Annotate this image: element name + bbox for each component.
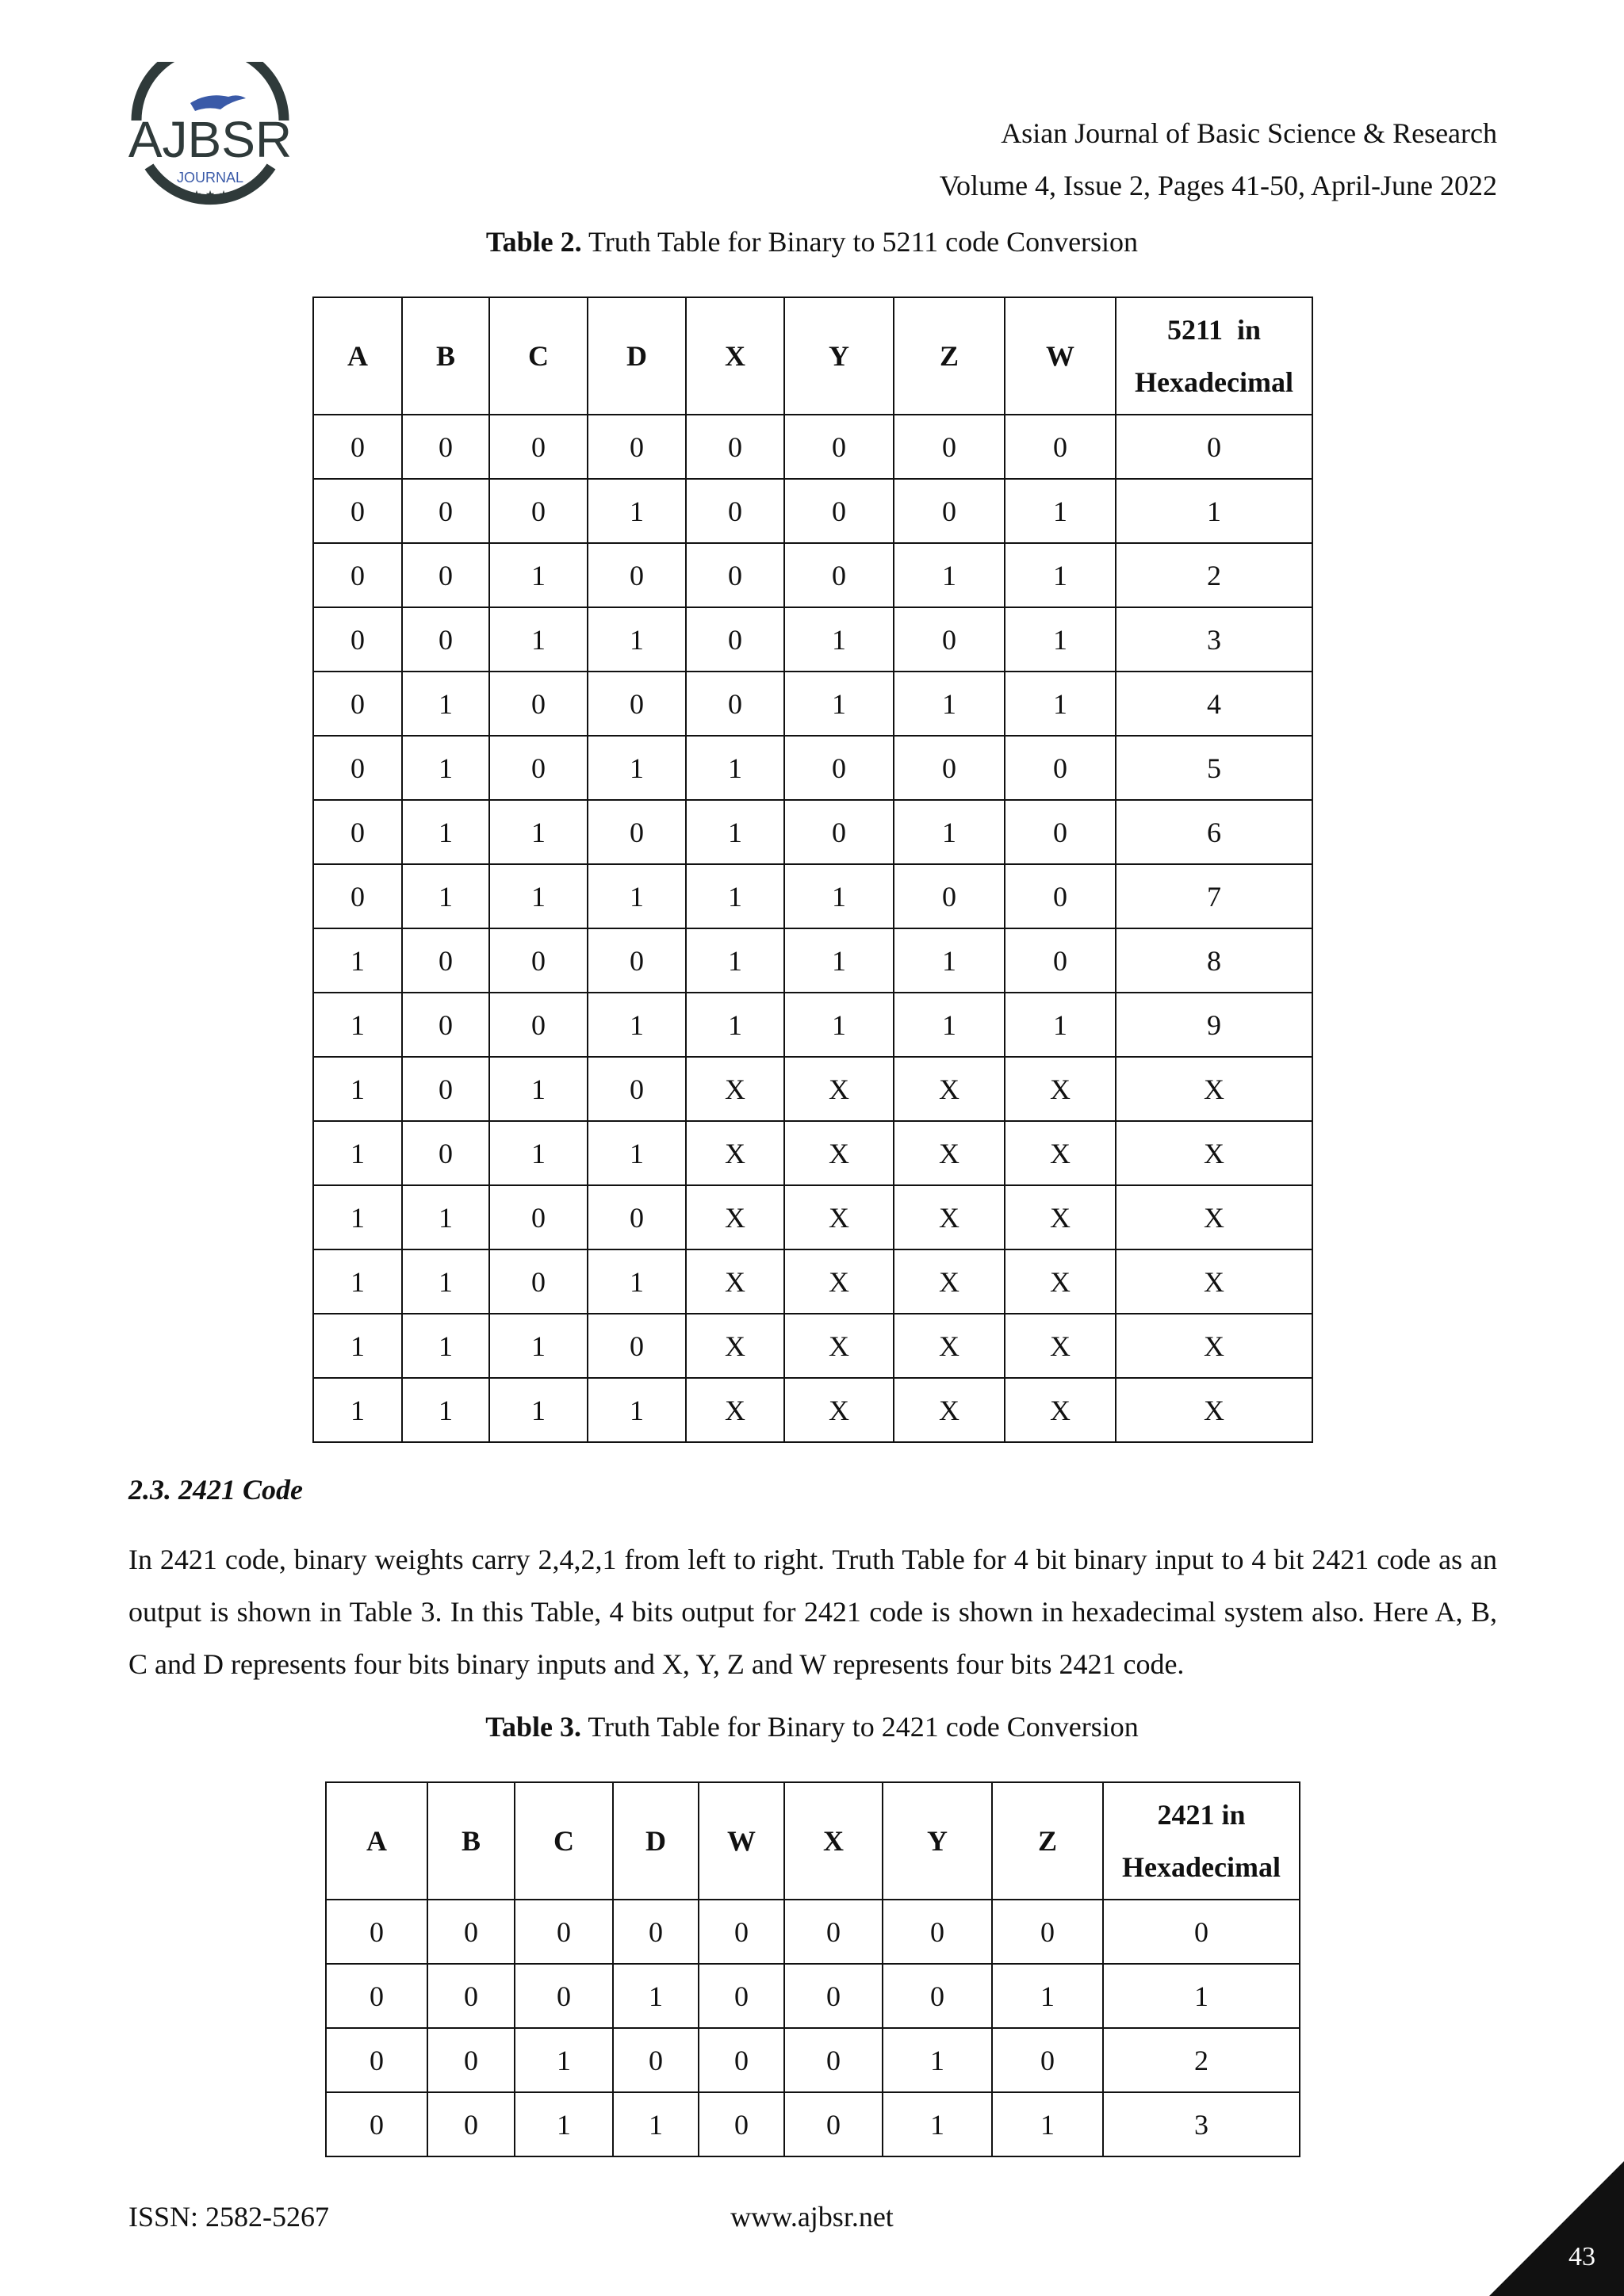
table2-header-hexadecimal bbox=[1116, 297, 1312, 415]
journal-logo bbox=[119, 62, 301, 220]
table-cell: 0 bbox=[699, 1900, 784, 1964]
table-cell: 1 bbox=[489, 1314, 588, 1378]
table-cell: 1 bbox=[402, 736, 489, 800]
table-cell: 0 bbox=[699, 1964, 784, 2028]
table-cell: 0 bbox=[588, 928, 686, 993]
table-cell: 0 bbox=[784, 1964, 883, 2028]
table-row bbox=[313, 1057, 1312, 1121]
table-cell: 0 bbox=[784, 479, 894, 543]
table-row bbox=[326, 2092, 1300, 2156]
table-row bbox=[326, 1964, 1300, 2028]
table-cell: 0 bbox=[489, 1185, 588, 1249]
table-cell: 1 bbox=[313, 1121, 402, 1185]
table-cell: 7 bbox=[1116, 864, 1312, 928]
table-cell: 0 bbox=[588, 1057, 686, 1121]
table-cell: 0 bbox=[326, 1964, 427, 2028]
table-cell: 0 bbox=[402, 479, 489, 543]
table2-header-cell: W bbox=[1005, 297, 1116, 415]
table-cell: 0 bbox=[699, 2028, 784, 2092]
table-cell: 1 bbox=[402, 672, 489, 736]
table-cell: 1 bbox=[515, 2028, 613, 2092]
table-cell: 0 bbox=[326, 2028, 427, 2092]
table3-header-line1: 2421 in bbox=[1157, 1799, 1246, 1831]
table-cell: 0 bbox=[588, 1314, 686, 1378]
table-cell: 0 bbox=[1005, 415, 1116, 479]
table-cell: X bbox=[894, 1249, 1005, 1314]
table-cell: 3 bbox=[1116, 607, 1312, 672]
table2-body bbox=[313, 415, 1312, 1442]
table-cell: 1 bbox=[489, 543, 588, 607]
table-cell: 0 bbox=[515, 1964, 613, 2028]
table-cell: X bbox=[784, 1314, 894, 1378]
table-cell: X bbox=[1005, 1057, 1116, 1121]
table3-header-cell: Z bbox=[992, 1782, 1103, 1900]
table-cell: 1 bbox=[588, 736, 686, 800]
table-cell: 0 bbox=[686, 607, 784, 672]
table-cell: 0 bbox=[686, 543, 784, 607]
table-cell: 1 bbox=[489, 1057, 588, 1121]
table-row bbox=[326, 2028, 1300, 2092]
table-cell: 1 bbox=[489, 1121, 588, 1185]
table-cell: 1 bbox=[1103, 1964, 1300, 2028]
table-cell: 0 bbox=[402, 543, 489, 607]
table-row bbox=[313, 479, 1312, 543]
table-cell: 1 bbox=[784, 864, 894, 928]
table-cell: 0 bbox=[313, 800, 402, 864]
table2-header-line2: Hexadecimal bbox=[1135, 366, 1293, 398]
table-cell: X bbox=[784, 1378, 894, 1442]
table-cell: 0 bbox=[489, 672, 588, 736]
table-cell: 0 bbox=[489, 993, 588, 1057]
table-cell: 0 bbox=[402, 1121, 489, 1185]
table-row bbox=[313, 1185, 1312, 1249]
table-cell: X bbox=[1116, 1249, 1312, 1314]
table-cell: 0 bbox=[313, 479, 402, 543]
table-row bbox=[313, 1314, 1312, 1378]
table-cell: X bbox=[686, 1249, 784, 1314]
table-row bbox=[313, 993, 1312, 1057]
table3-header-cell: B bbox=[427, 1782, 515, 1900]
table-cell: 1 bbox=[588, 607, 686, 672]
table-cell: 1 bbox=[402, 1249, 489, 1314]
table-cell: X bbox=[1005, 1249, 1116, 1314]
table-cell: 1 bbox=[1005, 479, 1116, 543]
table-cell: 0 bbox=[784, 2028, 883, 2092]
table-cell: X bbox=[1116, 1378, 1312, 1442]
table-cell: 0 bbox=[313, 672, 402, 736]
table-cell: 0 bbox=[992, 2028, 1103, 2092]
table-cell: 1 bbox=[402, 864, 489, 928]
table-cell: 0 bbox=[613, 2028, 699, 2092]
table-cell: 4 bbox=[1116, 672, 1312, 736]
table-cell: 1 bbox=[784, 928, 894, 993]
table-cell: X bbox=[894, 1185, 1005, 1249]
table-cell: 1 bbox=[992, 1964, 1103, 2028]
table-cell: 0 bbox=[427, 2028, 515, 2092]
table-cell: 1 bbox=[883, 2092, 992, 2156]
table-cell: X bbox=[894, 1314, 1005, 1378]
table-cell: 1 bbox=[1116, 479, 1312, 543]
table-cell: 6 bbox=[1116, 800, 1312, 864]
table-cell: 1 bbox=[686, 736, 784, 800]
table-cell: 1 bbox=[489, 1378, 588, 1442]
table3-header-hexadecimal bbox=[1103, 1782, 1300, 1900]
table-cell: X bbox=[784, 1121, 894, 1185]
table-cell: 0 bbox=[894, 415, 1005, 479]
table3-caption bbox=[0, 1710, 1624, 1743]
table-cell: 0 bbox=[784, 543, 894, 607]
table-cell: 1 bbox=[1005, 993, 1116, 1057]
table-cell: 0 bbox=[894, 607, 1005, 672]
section-paragraph: In 2421 code, binary weights carry 2,4,2,1 from left to right. Truth Table for 4 bit binary input to 4 bit 2421 code as an output is shown in Table 3. In this Table, 4 bits output for 2421 code is shown in hexadecimal system also. Here A, B, C and D represents four bits binary inputs and X, Y, Z and W represents four bits 2421 code. bbox=[128, 1544, 1497, 1680]
table-cell: 0 bbox=[894, 736, 1005, 800]
table-cell: 2 bbox=[1116, 543, 1312, 607]
table-cell: X bbox=[686, 1185, 784, 1249]
table-row bbox=[313, 736, 1312, 800]
table-cell: 0 bbox=[1005, 928, 1116, 993]
table2-header-line1: 5211 in bbox=[1166, 314, 1262, 346]
table-cell: 1 bbox=[894, 928, 1005, 993]
table-cell: X bbox=[1116, 1314, 1312, 1378]
table3-header-cell: X bbox=[784, 1782, 883, 1900]
table-row bbox=[313, 1249, 1312, 1314]
table-cell: 1 bbox=[313, 1185, 402, 1249]
table-cell: 1 bbox=[588, 1378, 686, 1442]
table-cell: 1 bbox=[402, 800, 489, 864]
table-cell: 1 bbox=[1005, 607, 1116, 672]
table-cell: 1 bbox=[686, 928, 784, 993]
table-cell: X bbox=[686, 1314, 784, 1378]
table-cell: X bbox=[1116, 1121, 1312, 1185]
table-cell: 0 bbox=[686, 415, 784, 479]
table3-header-cell: C bbox=[515, 1782, 613, 1900]
page-corner-triangle bbox=[1489, 2161, 1624, 2296]
journal-header bbox=[940, 107, 1497, 212]
table-cell: 0 bbox=[489, 736, 588, 800]
table-cell: 1 bbox=[686, 800, 784, 864]
table-cell: 0 bbox=[313, 736, 402, 800]
table-cell: 0 bbox=[992, 1900, 1103, 1964]
table3-header-row bbox=[326, 1782, 1300, 1900]
table2-header-cell: A bbox=[313, 297, 402, 415]
table-cell: 0 bbox=[784, 415, 894, 479]
table-row bbox=[313, 1121, 1312, 1185]
table-cell: X bbox=[1116, 1057, 1312, 1121]
table-cell: X bbox=[894, 1378, 1005, 1442]
table-cell: 0 bbox=[784, 800, 894, 864]
table-row bbox=[313, 543, 1312, 607]
table3-header-line2: Hexadecimal bbox=[1122, 1851, 1281, 1883]
table-cell: 0 bbox=[402, 993, 489, 1057]
table-cell: 0 bbox=[489, 479, 588, 543]
table-cell: 0 bbox=[1103, 1900, 1300, 1964]
table3-caption-label: Table 3. bbox=[485, 1711, 581, 1743]
table-cell: 9 bbox=[1116, 993, 1312, 1057]
table2-header-cell: C bbox=[489, 297, 588, 415]
table-row bbox=[313, 864, 1312, 928]
table-cell: 0 bbox=[588, 800, 686, 864]
table-cell: 0 bbox=[326, 1900, 427, 1964]
table2 bbox=[312, 297, 1313, 1443]
table-cell: 1 bbox=[784, 993, 894, 1057]
table-cell: 8 bbox=[1116, 928, 1312, 993]
table-cell: X bbox=[784, 1185, 894, 1249]
table-cell: X bbox=[686, 1378, 784, 1442]
table-cell: 0 bbox=[402, 928, 489, 993]
table-cell: 1 bbox=[588, 993, 686, 1057]
table-cell: 0 bbox=[613, 1900, 699, 1964]
table-cell: 1 bbox=[588, 864, 686, 928]
table-row bbox=[313, 415, 1312, 479]
table-cell: 1 bbox=[1005, 543, 1116, 607]
table2-header-cell: B bbox=[402, 297, 489, 415]
table-cell: X bbox=[686, 1121, 784, 1185]
table-cell: 0 bbox=[515, 1900, 613, 1964]
table3-caption-text: Truth Table for Binary to 2421 code Conversion bbox=[580, 1711, 1139, 1743]
table-cell: 0 bbox=[427, 1900, 515, 1964]
table-cell: 0 bbox=[402, 415, 489, 479]
table-cell: X bbox=[1005, 1121, 1116, 1185]
table3-header-cell: Y bbox=[883, 1782, 992, 1900]
table-cell: 0 bbox=[588, 543, 686, 607]
table-row bbox=[313, 800, 1312, 864]
table-cell: 1 bbox=[894, 993, 1005, 1057]
table3-body bbox=[326, 1900, 1300, 2156]
table-cell: 1 bbox=[613, 1964, 699, 2028]
table-cell: 0 bbox=[427, 2092, 515, 2156]
table3-header-cell: W bbox=[699, 1782, 784, 1900]
table-cell: 0 bbox=[883, 1964, 992, 2028]
table-cell: 1 bbox=[784, 607, 894, 672]
table-cell: 0 bbox=[686, 479, 784, 543]
table-cell: X bbox=[894, 1121, 1005, 1185]
table-cell: 1 bbox=[313, 1057, 402, 1121]
table-cell: 1 bbox=[894, 800, 1005, 864]
logo-graphic bbox=[119, 62, 301, 220]
table2-header-cell: Y bbox=[784, 297, 894, 415]
table-cell: X bbox=[784, 1057, 894, 1121]
table-cell: 1 bbox=[313, 1314, 402, 1378]
table-cell: X bbox=[1005, 1185, 1116, 1249]
table-row bbox=[313, 1378, 1312, 1442]
table-cell: 0 bbox=[489, 415, 588, 479]
table-cell: 0 bbox=[784, 2092, 883, 2156]
table2-header-cell: X bbox=[686, 297, 784, 415]
table-cell: 1 bbox=[313, 1378, 402, 1442]
table-cell: 0 bbox=[313, 415, 402, 479]
table-cell: 1 bbox=[588, 1121, 686, 1185]
table-cell: 1 bbox=[489, 607, 588, 672]
table-cell: 0 bbox=[489, 928, 588, 993]
table-cell: 0 bbox=[326, 2092, 427, 2156]
table-cell: 1 bbox=[588, 1249, 686, 1314]
table-cell: 0 bbox=[883, 1900, 992, 1964]
table-cell: 0 bbox=[784, 736, 894, 800]
table-cell: 5 bbox=[1116, 736, 1312, 800]
table-cell: 1 bbox=[402, 1314, 489, 1378]
footer-issn: ISSN: 2582-5267 bbox=[128, 2201, 330, 2233]
table-cell: 0 bbox=[588, 1185, 686, 1249]
section-heading: 2.3. 2421 Code bbox=[128, 1474, 303, 1506]
table-cell: 0 bbox=[313, 543, 402, 607]
volume-info: Volume 4, Issue 2, Pages 41-50, April-June 2022 bbox=[939, 170, 1497, 201]
table3-header-cell: A bbox=[326, 1782, 427, 1900]
table-cell: 0 bbox=[1005, 864, 1116, 928]
table-cell: 1 bbox=[313, 1249, 402, 1314]
table-cell: X bbox=[784, 1249, 894, 1314]
table-cell: 2 bbox=[1103, 2028, 1300, 2092]
table2-header-cell: D bbox=[588, 297, 686, 415]
table-cell: 1 bbox=[489, 800, 588, 864]
table-cell: X bbox=[1116, 1185, 1312, 1249]
table-cell: 1 bbox=[515, 2092, 613, 2156]
table-cell: 0 bbox=[699, 2092, 784, 2156]
table2-header-cell: Z bbox=[894, 297, 1005, 415]
table-cell: 1 bbox=[313, 928, 402, 993]
table3-header-cell: D bbox=[613, 1782, 699, 1900]
table-cell: 0 bbox=[313, 864, 402, 928]
table2-caption bbox=[0, 225, 1624, 258]
table2-header-row bbox=[313, 297, 1312, 415]
table-row bbox=[313, 928, 1312, 993]
table-cell: 0 bbox=[1005, 800, 1116, 864]
table2-caption-text: Truth Table for Binary to 5211 code Conversion bbox=[581, 226, 1139, 258]
table-cell: X bbox=[894, 1057, 1005, 1121]
table-cell: 1 bbox=[992, 2092, 1103, 2156]
footer-website[interactable]: www.ajbsr.net bbox=[730, 2201, 894, 2233]
table-cell: 0 bbox=[894, 479, 1005, 543]
table-cell: X bbox=[1005, 1314, 1116, 1378]
table-cell: 3 bbox=[1103, 2092, 1300, 2156]
table-cell: X bbox=[686, 1057, 784, 1121]
table-cell: 0 bbox=[784, 1900, 883, 1964]
table-cell: 1 bbox=[1005, 672, 1116, 736]
table-cell: 1 bbox=[613, 2092, 699, 2156]
table-cell: 1 bbox=[894, 543, 1005, 607]
table-cell: 1 bbox=[894, 672, 1005, 736]
table-cell: 0 bbox=[894, 864, 1005, 928]
table-cell: 0 bbox=[489, 1249, 588, 1314]
journal-name: Asian Journal of Basic Science & Research bbox=[1001, 117, 1497, 149]
logo-text: AJBSR bbox=[128, 111, 293, 168]
table3 bbox=[325, 1781, 1300, 2157]
table-cell: 1 bbox=[402, 1185, 489, 1249]
table-cell: 0 bbox=[588, 415, 686, 479]
table-cell: 1 bbox=[883, 2028, 992, 2092]
table-cell: 0 bbox=[1116, 415, 1312, 479]
table-cell: 0 bbox=[1005, 736, 1116, 800]
table-cell: 1 bbox=[686, 864, 784, 928]
table-cell: 1 bbox=[686, 993, 784, 1057]
table-cell: 1 bbox=[784, 672, 894, 736]
table-cell: 0 bbox=[313, 607, 402, 672]
table-row bbox=[313, 672, 1312, 736]
table-cell: X bbox=[1005, 1378, 1116, 1442]
table-cell: 1 bbox=[313, 993, 402, 1057]
table-cell: 1 bbox=[489, 864, 588, 928]
table-cell: 0 bbox=[588, 672, 686, 736]
page-number: 43 bbox=[1568, 2242, 1595, 2271]
table2-caption-label: Table 2. bbox=[485, 226, 582, 258]
table-row bbox=[313, 607, 1312, 672]
table-cell: 0 bbox=[402, 1057, 489, 1121]
svg-text:★ ★ ★: ★ ★ ★ bbox=[191, 189, 229, 201]
table-cell: 0 bbox=[402, 607, 489, 672]
table-row bbox=[326, 1900, 1300, 1964]
table-cell: 1 bbox=[402, 1378, 489, 1442]
table-cell: 1 bbox=[588, 479, 686, 543]
table-cell: 0 bbox=[427, 1964, 515, 2028]
table-cell: 0 bbox=[686, 672, 784, 736]
logo-subtext: JOURNAL bbox=[176, 170, 244, 186]
